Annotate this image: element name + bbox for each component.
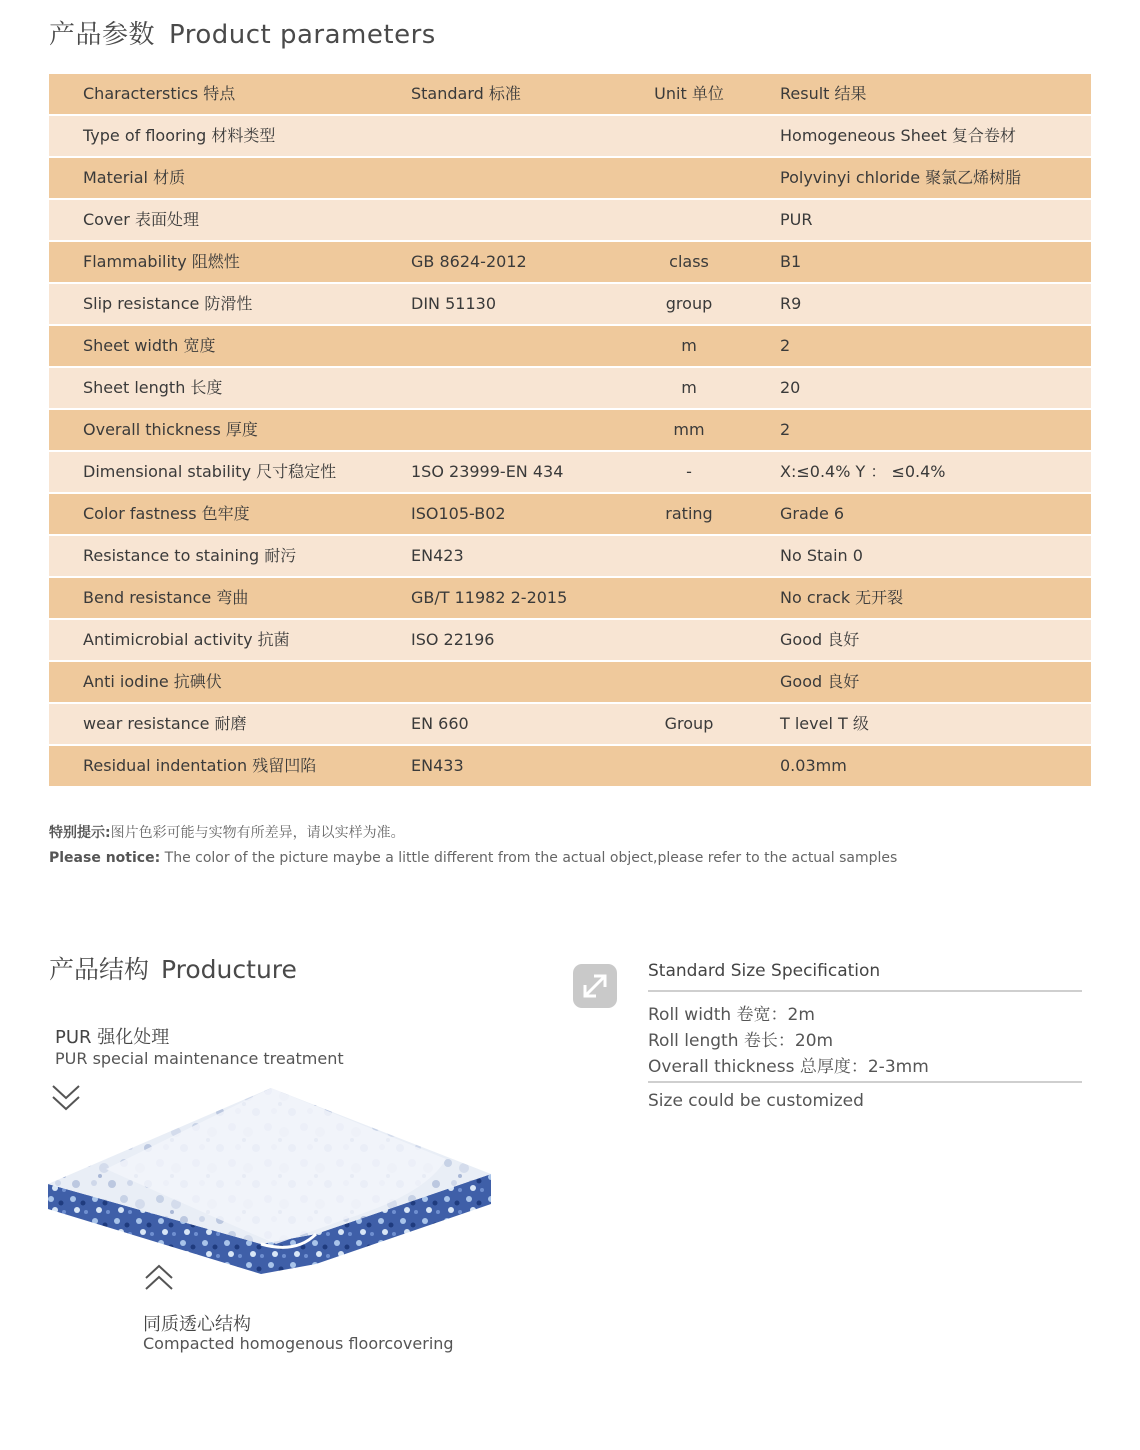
cell-characteristic: Slip resistance 防滑性: [83, 294, 253, 313]
cell-standard: ISO 22196: [411, 630, 495, 649]
cell-characteristic: Overall thickness 厚度: [83, 420, 258, 439]
cell-characteristic: Sheet width 宽度: [83, 336, 216, 355]
cell-result: Polyvinyi chloride 聚氯乙烯树脂: [780, 168, 1022, 187]
cell-unit: Group: [664, 714, 714, 733]
cell-unit: m: [681, 378, 697, 397]
spec-thickness: Overall thickness 总厚度：2-3mm: [648, 1057, 929, 1077]
cell-characteristic: Sheet length 长度: [83, 378, 223, 397]
cell-standard: DIN 51130: [411, 294, 496, 313]
spec-roll-length: Roll length 卷长：20m: [648, 1031, 834, 1051]
notice-en-label: Please notice:: [49, 850, 161, 866]
cell-unit: mm: [673, 420, 705, 439]
floor-sample-image: [46, 1084, 496, 1284]
pur-label-cn: PUR 强化处理: [55, 1027, 170, 1048]
cell-characteristic: wear resistance 耐磨: [83, 714, 247, 733]
table-header-row: [49, 74, 1091, 114]
table-row: [49, 704, 1091, 744]
homogenous-label-cn: 同质透心结构: [143, 1314, 251, 1335]
cell-result: PUR: [780, 210, 813, 229]
cell-characteristic: Residual indentation 残留凹陷: [83, 756, 317, 775]
table-row: [49, 746, 1091, 786]
cell-characteristic: Material 材质: [83, 168, 186, 187]
cell-characteristic: Bend resistance 弯曲: [83, 588, 249, 607]
table-row: [49, 116, 1091, 156]
spec-note: Size could be customized: [648, 1091, 864, 1111]
table-row: [49, 620, 1091, 660]
cell-unit: group: [665, 294, 713, 313]
cell-characteristic: Color fastness 色牢度: [83, 504, 250, 523]
table-row: [49, 284, 1091, 324]
cell-result: Good 良好: [780, 672, 860, 691]
table-row: [49, 368, 1091, 408]
cell-result: B1: [780, 252, 802, 271]
header-unit: Unit 单位: [654, 84, 724, 103]
notice-en-text: The color of the picture maybe a little different from the actual object,please refer to the actual samples: [160, 850, 898, 866]
cell-unit: m: [681, 336, 697, 355]
table-row: [49, 662, 1091, 702]
cell-result: 20: [780, 378, 801, 397]
cell-result: No crack 无开裂: [780, 588, 904, 607]
cell-standard: EN423: [411, 546, 464, 565]
parameters-table: [49, 74, 1091, 788]
cell-result: No Stain 0: [780, 546, 863, 565]
cell-result: T level T 级: [780, 714, 869, 733]
cell-characteristic: Resistance to staining 耐污: [83, 546, 297, 565]
header-standard: Standard 标准: [411, 84, 521, 103]
cell-standard: 1SO 23999-EN 434: [411, 462, 564, 481]
cell-unit: -: [686, 462, 692, 481]
structure-title-cn: 产品结构: [49, 955, 150, 984]
spec-roll-width: Roll width 卷宽：2m: [648, 1005, 815, 1025]
table-row: [49, 410, 1091, 450]
header-characteristics: Characterstics 特点: [83, 84, 236, 103]
cell-result: 2: [780, 420, 791, 439]
structure-title-en: Producture: [161, 955, 297, 984]
spec-divider-bottom: [648, 1081, 1082, 1083]
cell-characteristic: Cover 表面处理: [83, 210, 199, 229]
table-row: [49, 578, 1091, 618]
cell-characteristic: Anti iodine 抗碘伏: [83, 672, 222, 691]
cell-result: Grade 6: [780, 504, 845, 523]
notice-cn-text: 图片色彩可能与实物有所差异，请以实样为准。: [110, 825, 405, 841]
structure-title: [49, 950, 297, 986]
table-row: [49, 242, 1091, 282]
cell-result: X:≤0.4% Y ： ≤0.4%: [780, 462, 946, 481]
notice-cn: [49, 822, 405, 842]
cell-standard: EN433: [411, 756, 464, 775]
cell-result: 0.03mm: [780, 756, 847, 775]
cell-result: 2: [780, 336, 791, 355]
cell-standard: GB/T 11982 2-2015: [411, 588, 568, 607]
expand-icon: [572, 963, 618, 1009]
cell-characteristic: Antimicrobial activity 抗菌: [83, 630, 290, 649]
cell-result: R9: [780, 294, 802, 313]
page-title: [49, 14, 436, 51]
spec-divider-top: [648, 990, 1082, 992]
notice-en: [49, 850, 897, 866]
cell-characteristic: Flammability 阻燃性: [83, 252, 240, 271]
spec-title: Standard Size Specification: [648, 961, 881, 981]
cell-standard: EN 660: [411, 714, 469, 733]
homogenous-label-en: Compacted homogenous floorcovering: [143, 1334, 454, 1353]
title-en: Product parameters: [169, 20, 436, 50]
cell-characteristic: Type of flooring 材料类型: [83, 126, 276, 145]
table-row: [49, 158, 1091, 198]
table-row: [49, 536, 1091, 576]
cell-unit: class: [669, 252, 709, 271]
pur-label-en: PUR special maintenance treatment: [55, 1049, 344, 1068]
table-row: [49, 326, 1091, 366]
notice-cn-label: 特别提示:: [49, 825, 111, 841]
cell-result: Good 良好: [780, 630, 860, 649]
table-row: [49, 494, 1091, 534]
cell-standard: GB 8624-2012: [411, 252, 527, 271]
cell-standard: ISO105-B02: [411, 504, 506, 523]
cell-characteristic: Dimensional stability 尺寸稳定性: [83, 462, 337, 481]
cell-result: Homogeneous Sheet 复合卷材: [780, 126, 1016, 145]
table-row: [49, 452, 1091, 492]
chevron-down-icon: [50, 1083, 82, 1115]
header-result: Result 结果: [780, 84, 867, 103]
title-cn: 产品参数: [49, 20, 156, 50]
chevron-up-icon: [143, 1262, 175, 1294]
cell-unit: rating: [665, 504, 713, 523]
table-row: [49, 200, 1091, 240]
